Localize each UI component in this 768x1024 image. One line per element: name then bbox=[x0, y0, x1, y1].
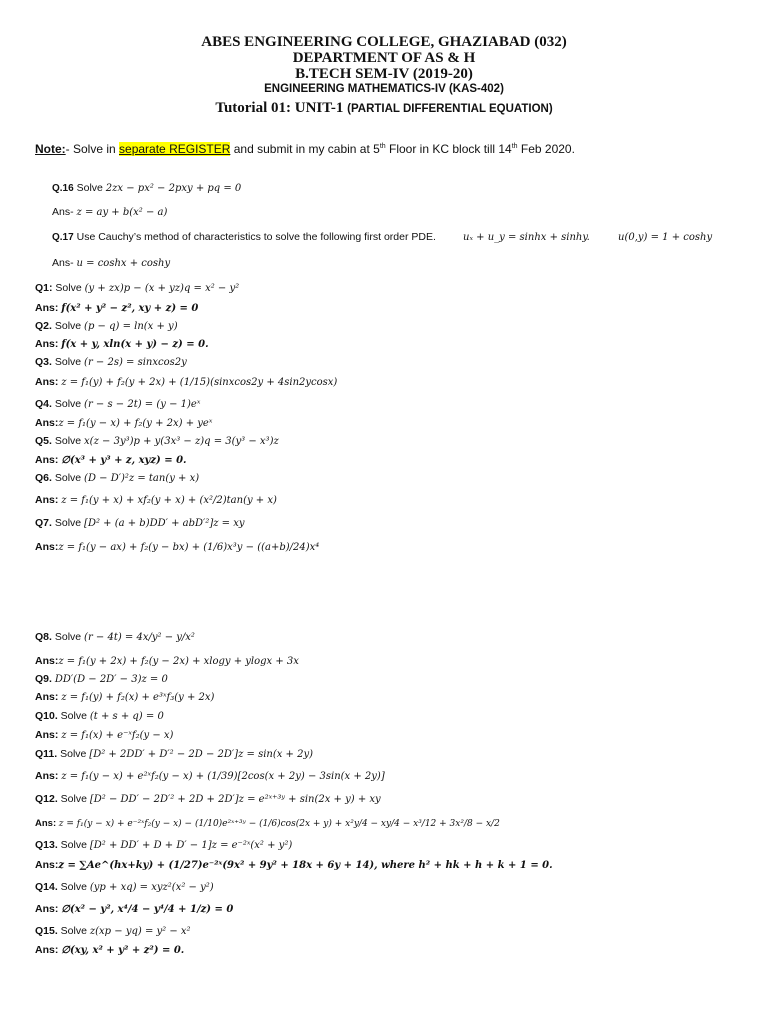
question-line: Q.16 Solve 2zx − px² − 2pxy + pq = 0 bbox=[52, 182, 242, 194]
answer-line: Ans- u = coshx + coshy bbox=[52, 257, 171, 269]
tutorial-title bbox=[0, 100, 768, 117]
answer-line: Ans: f(x + y, xln(x + y) − z) = 0. bbox=[35, 338, 209, 350]
question-line: Q1: Solve (y + zx)p − (x + yz)q = x² − y² bbox=[35, 282, 240, 294]
note-mid2: Floor in KC block till 14 bbox=[385, 142, 512, 156]
tutorial-topic: (PARTIAL DIFFERENTIAL EQUATION) bbox=[347, 103, 553, 115]
answer-line: Ans: z = f₁(y − x) + e²ˣf₂(y − x) + (1/39)[2cos(x + 2y) − 3sin(x + 2y)] bbox=[35, 770, 385, 782]
question-line: Q14. Solve (yp + xq) = xyz²(x² − y²) bbox=[35, 881, 214, 893]
question-line: Q13. Solve [D² + DD′ + D + D′ − 1]z = e⁻²ˣ(x² + y²) bbox=[35, 839, 293, 851]
semester-title: B.TECH SEM-IV (2019-20) bbox=[295, 66, 473, 82]
question-line: Q2. Solve (p − q) = ln(x + y) bbox=[35, 320, 178, 332]
answer-line: Ans:z = f₁(y + 2x) + f₂(y − 2x) + xlogy + ylogx + 3x bbox=[35, 655, 299, 667]
question-line: Q.17 Use Cauchy’s method of characteristics to solve the following first order PDE. bbox=[52, 231, 436, 243]
question-line: Q11. Solve [D² + 2DD′ + D′² − 2D − 2D′]z = sin(x + 2y) bbox=[35, 748, 314, 760]
note-pre: - Solve in bbox=[65, 142, 120, 156]
submission-note bbox=[35, 142, 575, 156]
question-line: Q15. Solve z(xp − yq) = y² − x² bbox=[35, 925, 191, 937]
answer-line: Ans: z = f₁(y) + f₂(x) + e³ˣf₃(y + 2x) bbox=[35, 691, 215, 703]
note-mid1: and submit in my cabin at 5 bbox=[230, 142, 380, 156]
question-line: Q6. Solve (D − D′)²z = tan(y + x) bbox=[35, 472, 200, 484]
course-title: ENGINEERING MATHEMATICS-IV (KAS-402) bbox=[264, 83, 504, 95]
answer-line: Ans: ∅(xy, x² + y² + z²) = 0. bbox=[35, 944, 185, 956]
question-line: Q9. DD′(D − 2D′ − 3)z = 0 bbox=[35, 673, 168, 685]
note-highlight: separate REGISTER bbox=[119, 142, 231, 156]
note-sup1: th bbox=[379, 143, 386, 150]
question-line: Q3. Solve (r − 2s) = sinxcos2y bbox=[35, 356, 187, 368]
question-line: Q8. Solve (r − 4t) = 4x/y² − y/x² bbox=[35, 631, 195, 643]
answer-line: Ans:z = f₁(y − x) + f₂(y + 2x) + yeˣ bbox=[35, 417, 213, 429]
answer-line: Ans: z = f₁(y + x) + xf₂(y + x) + (x²/2)tan(y + x) bbox=[35, 494, 277, 506]
answer-line: Ans: z = f₁(y) + f₂(y + 2x) + (1/15)(sinxcos2y + 4sin2ycosx) bbox=[35, 376, 338, 388]
question-line: Q12. Solve [D² − DD′ − 2D′² + 2D + 2D′]z = e²ˣ⁺³ʸ + sin(2x + y) + xy bbox=[35, 793, 381, 805]
answer-line: Ans: z = f₁(x) + e⁻ˣf₂(y − x) bbox=[35, 729, 174, 741]
question-condition: u(0,y) = 1 + coshy bbox=[618, 232, 713, 243]
note-label: Note: bbox=[35, 142, 66, 156]
note-sup2: th bbox=[511, 143, 518, 150]
note-end: Feb 2020. bbox=[517, 142, 575, 156]
department-title: DEPARTMENT OF AS & H bbox=[292, 50, 476, 66]
question-equation: uₓ + u_y = sinhx + sinhy. bbox=[463, 232, 590, 243]
answer-line: Ans: ∅(x² − y², x⁴/4 − y⁴/4 + 1/z) = 0 bbox=[35, 903, 234, 915]
answer-line: Ans- z = ay + b(x² − a) bbox=[52, 206, 168, 218]
answer-line: Ans:z = ∑Ae^(hx+ky) + (1/27)e⁻²ˣ(9x² + 9y² + 18x + 6y + 14), where h² + hk + h + k + 1 = 0. bbox=[35, 859, 553, 871]
answer-line: Ans: f(x² + y² − z², xy + z) = 0 bbox=[35, 302, 199, 314]
tutorial-label: Tutorial 01: UNIT-1 bbox=[215, 100, 348, 116]
answer-line: Ans: ∅(x³ + y³ + z, xyz) = 0. bbox=[35, 454, 187, 466]
question-line: Q5. Solve x(z − 3y³)p + y(3x³ − z)q = 3(y³ − x³)z bbox=[35, 435, 279, 447]
question-line: Q4. Solve (r − s − 2t) = (y − 1)eˣ bbox=[35, 398, 201, 410]
answer-line: Ans:z = f₁(y − ax) + f₂(y − bx) + (1/6)x³y − ((a+b)/24)x⁴ bbox=[35, 541, 320, 553]
answer-line: Ans: z = f₁(y − x) + e⁻²ˣf₂(y − x) − (1/10)e²ˣ⁺³ʸ − (1/6)cos(2x + y) + x²y/4 − xy/4 − x³/12 + 3x²/8 − x/2 bbox=[35, 818, 500, 829]
college-title: ABES ENGINEERING COLLEGE, GHAZIABAD (032) bbox=[201, 34, 567, 50]
question-line: Q7. Solve [D² + (a + b)DD′ + abD′²]z = xy bbox=[35, 517, 245, 529]
question-line: Q10. Solve (t + s + q) = 0 bbox=[35, 710, 164, 722]
